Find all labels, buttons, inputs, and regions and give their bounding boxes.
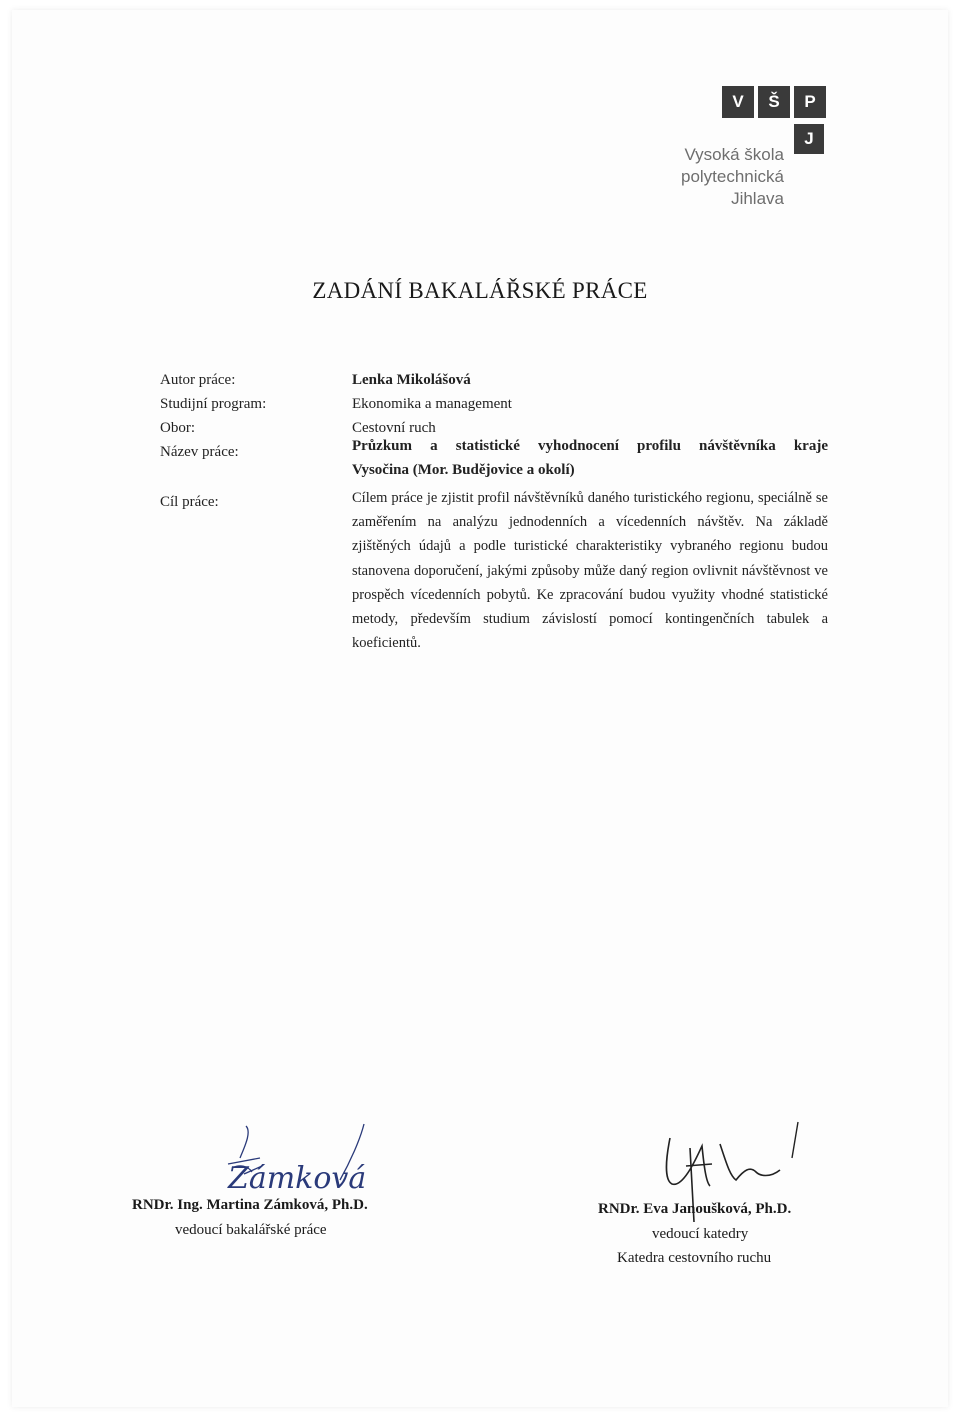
school-logo — [660, 86, 840, 226]
logo-school-name — [681, 144, 784, 210]
field-value: Cestovní ruch — [352, 420, 436, 436]
thesis-label: Název práce: — [160, 444, 239, 460]
field-label: Obor: — [160, 420, 195, 436]
right-signatory-department: Katedra cestovního ruchu — [617, 1250, 772, 1266]
goal-label: Cíl práce: — [160, 494, 219, 510]
logo-letter-p: P — [794, 86, 826, 118]
logo-letter-s: Š — [758, 86, 790, 118]
left-signatory-name: RNDr. Ing. Martina Zámková, Ph.D. — [132, 1197, 368, 1213]
logo-letter-v: V — [722, 86, 754, 118]
program-value: Ekonomika a management — [352, 396, 512, 412]
author-value: Lenka Mikolášová — [352, 372, 471, 388]
program-label: Studijní program: — [160, 396, 267, 412]
left-signatory-role: vedoucí bakalářské práce — [175, 1222, 327, 1238]
logo-name-line-1: Vysoká škola — [684, 145, 784, 164]
thesis-title-line-1: Průzkum a statistické vyhodnocení profilu návštěvníka kraje — [352, 438, 828, 454]
logo-name-line-3: Jihlava — [731, 189, 784, 208]
right-signatory-role: vedoucí katedry — [652, 1226, 749, 1242]
logo-letter-j: J — [794, 124, 824, 154]
left-signature-text: Zámková — [228, 1161, 367, 1194]
logo-name-line-2: polytechnická — [680, 167, 784, 186]
thesis-title-line-2: Vysočina (Mor. Budějovice a okolí) — [352, 462, 575, 478]
right-signatory-name: RNDr. Eva Janoušková, Ph.D. — [598, 1201, 792, 1217]
author-label: Autor práce: — [160, 372, 236, 388]
goal-text: Cílem práce je zjistit profil návštěvníků daného turistického regionu, speciálně se zaměřením na analýzu jednodenních a vícedenních návštěv. Na základě zjištěných údajů a podle turistické charakteristiky vybraného regionu budou stanovena doporučení, jakými způsoby může daný region ovlivnit návštěvnost ve prospěch vícedenních pobytů. Ke zpracování budou využity vhodné statistické metody, především studium závislostí pomocí kontingenčních tabulek a koeficientů. — [352, 490, 828, 652]
left-signature-handwriting — [222, 1118, 382, 1194]
document-title: ZADÁNÍ BAKALÁŘSKÉ PRÁCE — [312, 278, 648, 303]
